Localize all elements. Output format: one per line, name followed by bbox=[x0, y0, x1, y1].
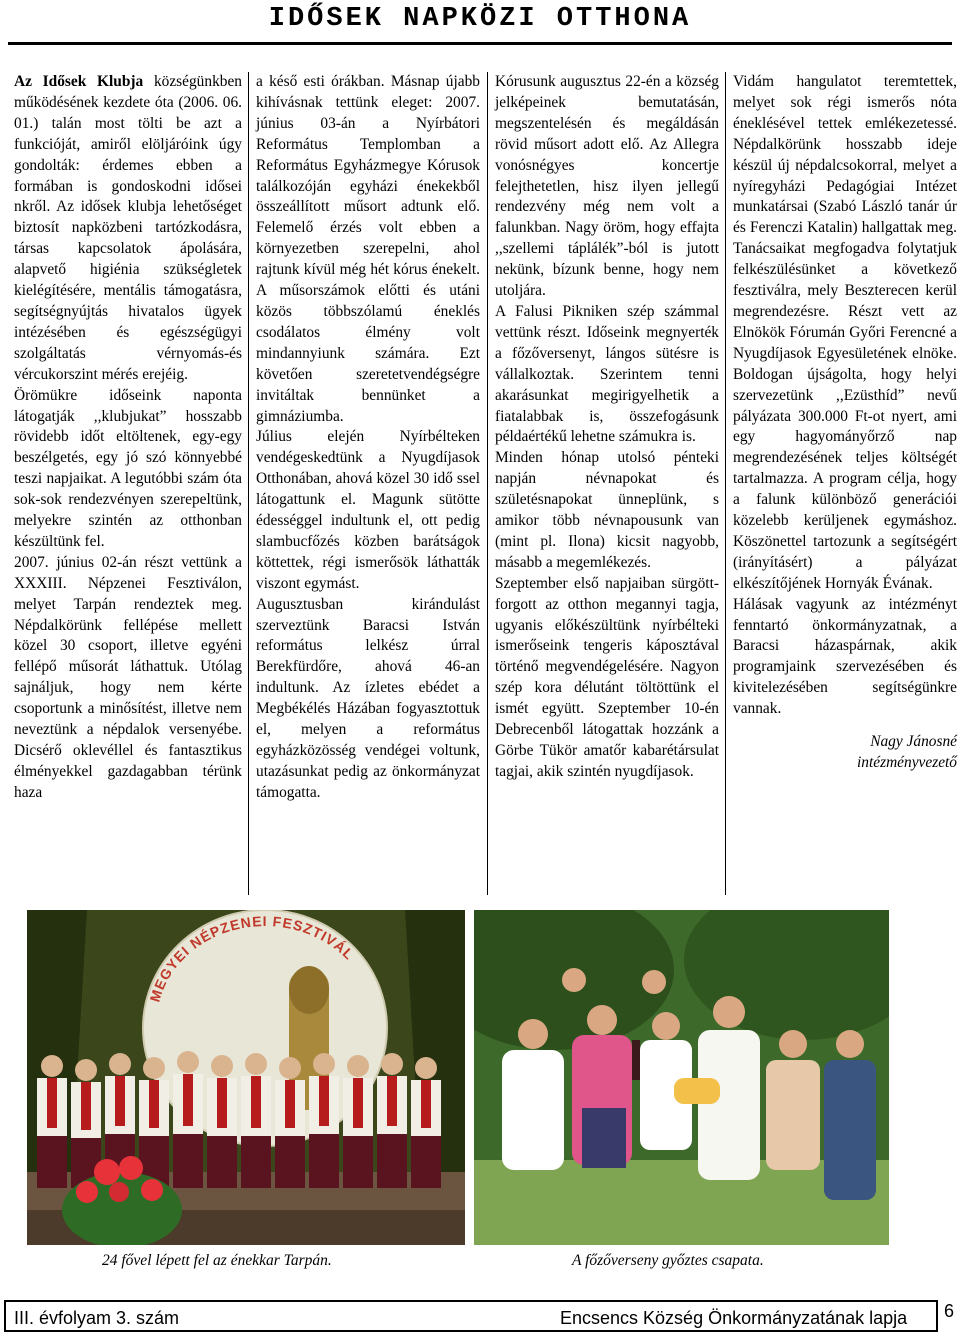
column-divider bbox=[248, 72, 249, 895]
article-column-2 bbox=[256, 72, 480, 804]
photo-caption-team: A főzőverseny győztes csapata. bbox=[572, 1252, 764, 1269]
column-divider bbox=[487, 72, 488, 895]
article-paragraph bbox=[14, 72, 242, 386]
article-paragraph: Minden hónap utolsó pénteki napján névnapokat és születésnapokat ünneplünk, s amikor több névnapousunk van (mint pl. Ilona) kicsit nagyobb, másabb a megemlékezés. bbox=[495, 449, 719, 571]
article-paragraph: Augusztusban kirándulást szerveztünk Baracsi István református lelkész úrral Berekfürdőre, ahová 46-an indultunk. Az ízletes ebédet a Megbékélés Házában fogyasztottuk el, melyen a református egyházközösség vendégei voltunk, utazásunkat pedig az önkormányzat támogatta. bbox=[256, 595, 480, 801]
article-paragraph: A Falusi Pikniken szép számmal vettünk részt. Időseink megnyerték a főzőversenyt, lángos sütésre is vállalkoztak. Szerintem tenni akarásunkat megirigyelhetik a fiatalabbak is, összefogásunk példaértékű lehetne számukra is. bbox=[495, 302, 719, 446]
page-title: IDŐSEK NAPKÖZI OTTHONA bbox=[268, 4, 692, 34]
cooking-team-illustration bbox=[474, 910, 889, 1245]
author-role: intézményvezető bbox=[857, 754, 957, 771]
article-paragraph: Július elején Nyírbélteken vendégeskedtünk a Nyugdíjasok Otthonában, ahová közel 30 idő ssel látogattunk el. Magunk sütötte édességgel indultunk el, ott pedig slambucfőzés közben barátságok köttettek, régi ismerősök láthatták viszont egymást. bbox=[256, 428, 480, 592]
article-paragraph: a késő esti órákban. Másnap újabb kihívásnak tettünk eleget: 2007. június 03-án a Nyírbátori Református Templomban a Református Egyházmegye Kórusok találkozóján egyházi énekekből összeállított műsort adtunk elő. Felemelő érzés volt ebben a környezetben szerepelni, ahol rajtunk kívül még hét kórus énekelt. A műsorszámok előtti és utáni közös többszólamú éneklés csodálatos élmény volt mindannyiunk számára. Ezt követően szeretetvendégségre invitáltak bennünket a gimnáziumba. bbox=[256, 73, 480, 425]
choir-stage-photo bbox=[27, 910, 465, 1245]
photo-caption-choir: 24 fővel lépett fel az énekkar Tarpán. bbox=[102, 1252, 332, 1269]
article-column-3 bbox=[495, 72, 719, 783]
article-paragraph: Vidám hangulatot teremtettek, melyet sok régi ismerős nóta éneklésével tettek emlékezetessé. Népdalkörünk hosszabb ideje készül új népdalcsokorral, melyet a nyíregyházi Pedagógiai Intézet munkatársai (Szabó László tanár úr és Ferenczi Katalin) hallgattak meg. Tanácsaikat megfogadva folytatjuk felkészülésünket a következő fesztiválra, mely Beszterecen kerül megrendezésre. Részt vett az Elnökök Fórumán Győri Ferencné a Nyugdíjasok Egyesületének elnöke. Boldogan újságolta, hogy helyi szervezetünk ,,Ezüsthíd” nevű pályázata 300.000 Ft-ot nyert, ami egy hagyományőrző nap megrendezésének teljes költségét tartalmazza. A program célja, hogy a falunk különböző generációi közelebb kerüljenek egymáshoz. Köszönettel tartozunk a segítségért (irányításért) a pályázat elkészítőjének Hornyák Évának. bbox=[733, 73, 957, 592]
header-divider bbox=[8, 42, 952, 45]
cooking-team-photo bbox=[474, 910, 889, 1245]
page-number: 6 bbox=[944, 1301, 955, 1321]
article-column-1 bbox=[14, 72, 242, 804]
article-paragraph: Szeptember első napjaiban sürgött-forgott az otthon megannyi tagja, ugyanis előkészültünk nyírbélteki ismerőseink tengeris káposztával történő megvendégelésére. Nagyon szép kora délutánt töltöttünk el ismét együtt. Szeptember 10-én Debrecenből látogattak hozzánk a Görbe Tükör amatőr kabarétársulat tagjai, akik szintén nyugdíjasok. bbox=[495, 574, 719, 780]
publication-label: Encsencs Község Önkormányzatának lapja bbox=[560, 1308, 908, 1328]
author-signature bbox=[733, 732, 957, 774]
festival-banner-text: MEGYEI NÉPZENEI FESZTIVÁL bbox=[146, 912, 358, 1004]
article-paragraph: Hálásak vagyunk az intézményt fenntartó önkormányzatnak, a Baracsi házaspárnak, akik programjaink szervezésében és kivitelezésében segítségünkre vannak. bbox=[733, 595, 957, 718]
choir-stage-illustration bbox=[27, 910, 465, 1245]
article-paragraph: Örömükre időseink naponta látogatják ,,klubjukat” hosszabb rövidebb időt eltöltenek, egy-egy beszélgetés, egy jó szó könnyebbé teszi napjaikat. A legutóbbi szám óta sok-sok rendezvényen szerepeltünk, melyekre szintén az otthonban készültünk fel. bbox=[14, 386, 242, 550]
issue-label: III. évfolyam 3. szám bbox=[14, 1308, 180, 1328]
article-paragraph: Kórusunk augusztus 22-én a község jelképeinek bemutatásán, megszentelésén és megáldásán rövid műsort adott elő. Az Allegra vonósnégyes koncertje felejthetetlen, hisz ilyen jellegű rendezvény még nem volt a falunkban. Nagy öröm, hogy effajta ,,szellemi táplálék”-ból is jutott nekünk, bízunk benne, hogy nem utoljára. bbox=[495, 73, 719, 300]
author-name: Nagy Jánosné bbox=[870, 733, 957, 751]
column-divider bbox=[725, 72, 726, 895]
paragraph-text: községünkben működésének kezdete óta (2006. 06. 01.) talán most tölti be azt a funkcióját, amiről elöljáróink úgy gondolták: érdemes ebben a formában is gondoskodni idősei nkről. Az idősek klubja lehetőséget biztosít napközbeni tartózkodásra, társas kapcsolatok ápolására, alapvető higiénia szükségletek kielégítésére, mentális támogatásra, segítségnyújtás hivatalos ügyek intézésében és egészségügyi szolgáltatás vérnyomás-és vércukorszint mérés erejéig. bbox=[14, 73, 242, 383]
article-paragraph: 2007. június 02-án részt vettünk a XXXIII. Népzenei Fesztiválon, melyet Tarpán rendeztek meg. Népdalkörünk fellépése mellett közel 30 csoport, illetve egyéni fellépő műsorát láthattuk. Utólag sajnáljuk, hogy nem kérte csoportunk a minősítést, illetve nem neveztünk a népdalok versenyébe. Dicsérő oklevéllel és fantasztikus élményekkel gazdagabban térünk haza bbox=[14, 553, 242, 801]
lead-phrase: Az Idősek Klubja bbox=[14, 73, 144, 90]
article-column-4 bbox=[733, 72, 957, 774]
